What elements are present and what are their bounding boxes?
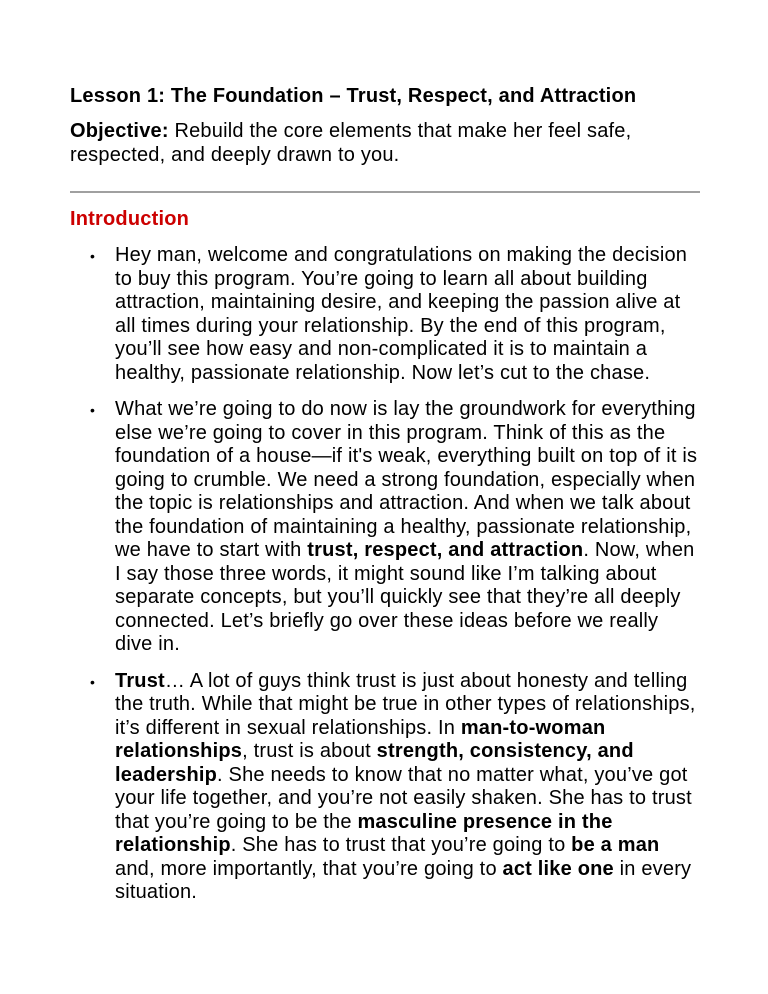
objective-paragraph: Objective: Rebuild the core elements that make her feel safe, respected, and deeply drawn to you.: [70, 120, 632, 166]
bullet-item-groundwork: • What we’re going to do now is lay the groundwork for everything else we’re going to cover in this program. Think of this as the foundation of a house—if it's weak, everything built on top of it is going to crumble. We need a strong foundation, especially when the topic is relationships and attraction. And when we talk about the foundation of maintaining a healthy, passionate relationship, we have to start with trust, respect, and attraction. Now, when I say those three words, it might sound like I’m talking about separate concepts, but you’ll quickly see that they’re all deeply connected. Let’s briefly go over these ideas before we really dive in.: [115, 398, 700, 657]
section-heading-introduction: Introduction: [70, 208, 190, 230]
section-divider: [70, 191, 700, 193]
bullet-item-welcome: • Hey man, welcome and congratulations on making the decision to buy this program. You’re going to learn all about building attraction, maintaining desire, and keeping the passion alive at all times during your relationship. By the end of this program, you’ll see how easy and non-complicated it is to maintain a healthy, passionate relationship. Now let’s cut to the chase.: [115, 244, 700, 385]
bullet-item-trust: • Trust… A lot of guys think trust is just about honesty and telling the truth. While that might be true in other types of relationships, it’s different in sexual relationships. In man-to-woman relationships, trust is about strength, consistency, and leadership. She needs to know that no matter what, you’ve got your life together, and you’re not easily shaken. She has to trust that you’re going to be the masculine presence in the relationship. She has to trust that you’re going to be a man and, more importantly, that you’re going to act like one in every situation.: [115, 670, 700, 905]
lesson-title: Lesson 1: The Foundation – Trust, Respect, and Attraction: [70, 85, 637, 107]
introduction-bullet-list: [70, 244, 700, 905]
